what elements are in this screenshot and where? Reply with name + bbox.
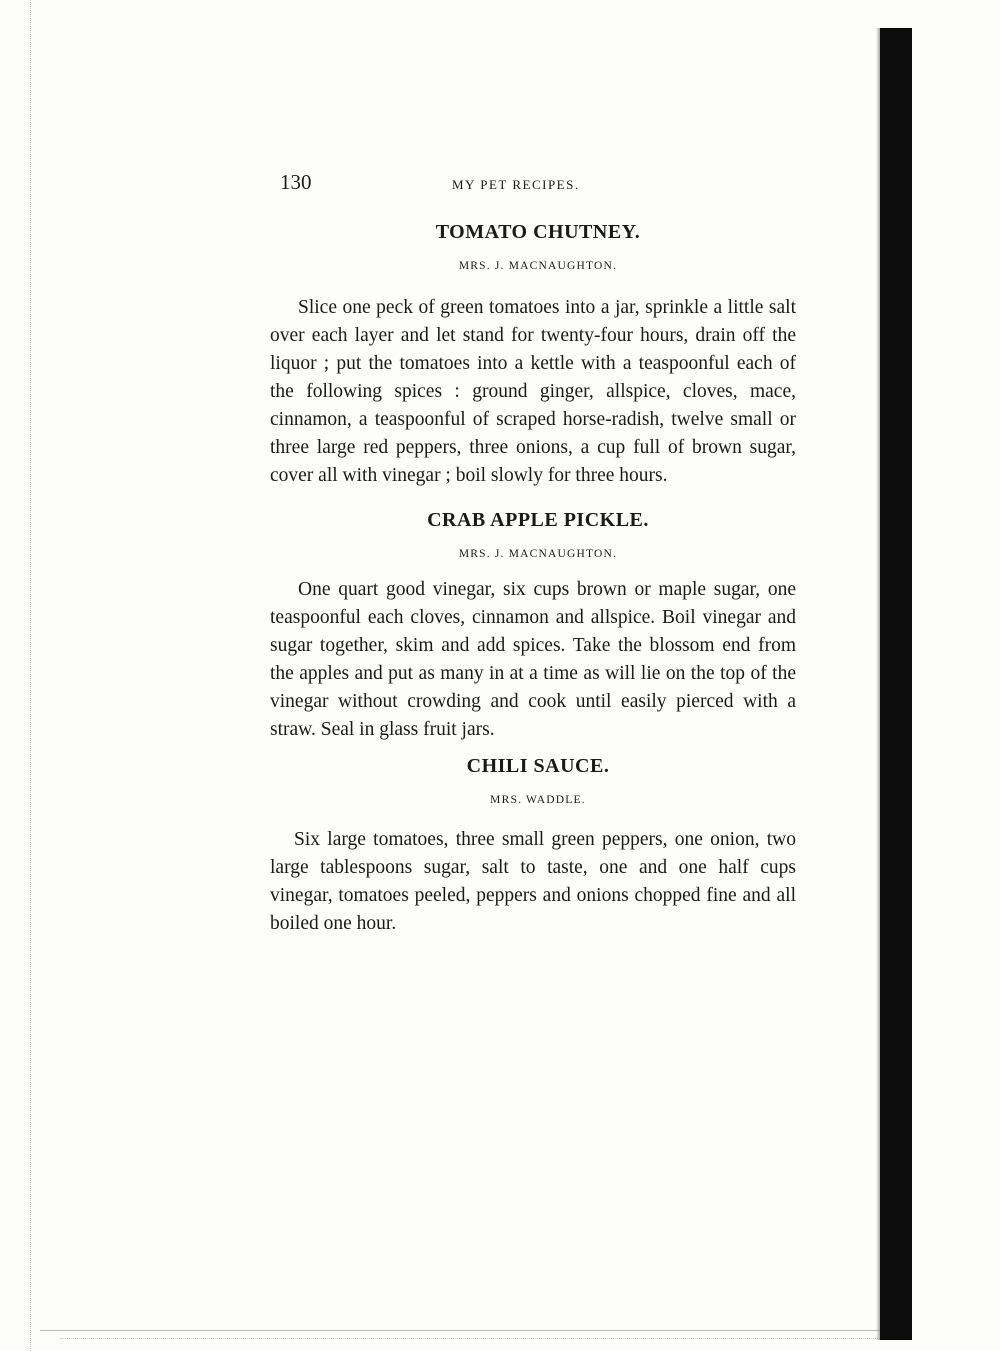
recipe-body: Six large tomatoes, three small green peppers, one onion, two large tablespoons sugar, salt to taste, one and one half cups vinegar, tomatoes peeled, peppers and onions chopped fine and all boiled one hour.: [270, 829, 796, 934]
recipe-chili-sauce: [270, 746, 796, 938]
recipe-author: MRS. WADDLE.: [490, 794, 586, 806]
recipe-body: One quart good vinegar, six cups brown or maple sugar, one teaspoonful each cloves, cinnamon and allspice. Boil vinegar and sugar together, skim and add spices. Take the blossom end from the apples and put as many in at a time as will lie on the top of the vinegar without crowding and cook until easily pierced with a straw. Seal in glass fruit jars.: [270, 579, 796, 740]
recipe-author: MRS. J. MACNAUGHTON.: [458, 548, 618, 560]
page-content: [270, 212, 796, 938]
running-title: MY PET RECIPES.: [452, 177, 580, 192]
recipe-title: CHILI SAUCE.: [466, 755, 610, 777]
scan-edge-bottom-dotted: [60, 1338, 880, 1339]
recipe-title: CRAB APPLE PICKLE.: [427, 509, 649, 531]
running-head: [280, 170, 800, 198]
scan-edge-left: [30, 0, 49, 1351]
recipe-crab-apple-pickle: [270, 500, 796, 744]
page-number: 130: [280, 170, 312, 194]
recipe-author: MRS. J. MACNAUGHTON.: [458, 260, 618, 272]
recipe-title: TOMATO CHUTNEY.: [435, 221, 641, 243]
recipe-body: Slice one peck of green tomatoes into a jar, sprinkle a little salt over each layer and let stand for twenty-four hours, drain off the liquor ; put the tomatoes into a kettle with a teaspoonful each of the following spices : ground ginger, allspice, cloves, mace, cinnamon, a teaspoonful of scraped horse-radish, twelve small or three large red peppers, three onions, a cup full of brown sugar, cover all with vinegar ; boil slowly for three hours.: [270, 297, 796, 486]
book-binding-edge: [880, 28, 912, 1340]
scan-edge-bottom: [40, 1330, 880, 1331]
recipe-tomato-chutney: [270, 212, 796, 490]
